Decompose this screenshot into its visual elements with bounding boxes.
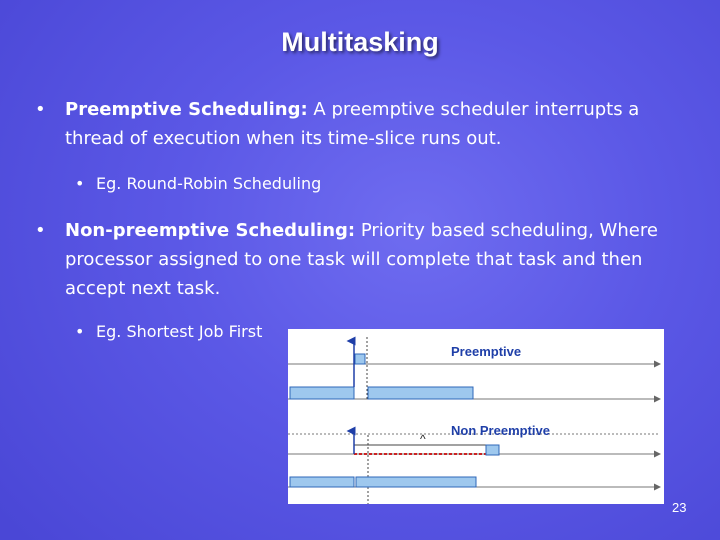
task-bar — [486, 445, 499, 455]
task-bar — [290, 387, 354, 399]
bullet-text-line1: A preemptive scheduler interrupts a — [307, 99, 640, 120]
task-bar — [368, 387, 473, 399]
bullet-dot: • — [35, 220, 46, 241]
timeline-diagram — [288, 329, 664, 504]
sub-bullet-text: Eg. Shortest Job First — [96, 322, 263, 341]
bullet-heading: Preemptive Scheduling: — [65, 99, 308, 120]
page-number: 23 — [672, 500, 687, 515]
bullet-text-line2: processor assigned to one task will complete that task and then — [65, 249, 643, 270]
bullet-heading: Non-preemptive Scheduling: — [65, 220, 356, 241]
task-bar — [290, 477, 354, 487]
scheduling-timeline-figure — [288, 329, 664, 504]
bullet-text-line3: accept next task. — [65, 278, 221, 299]
bullet-non-preemptive — [35, 216, 695, 303]
figure-label-non-preemptive: Non Preemptive — [451, 423, 550, 438]
bullet-preemptive — [35, 95, 685, 153]
task-bar — [356, 477, 476, 487]
sub-bullet-text: Eg. Round-Robin Scheduling — [96, 174, 322, 193]
sub-bullet-round-robin — [75, 172, 322, 196]
bullet-text-line1: Priority based scheduling, Where — [355, 220, 658, 241]
task-bar — [355, 354, 365, 364]
bullet-dot: • — [75, 322, 85, 341]
bullet-dot: • — [75, 174, 85, 193]
figure-label-preemptive: Preemptive — [451, 344, 522, 359]
slide-title: Multitasking — [281, 27, 439, 57]
bullet-dot: • — [35, 99, 46, 120]
caret-marker: ^ — [420, 432, 426, 446]
bullet-text-line2: thread of execution when its time-slice runs out. — [65, 128, 502, 149]
sub-bullet-sjf — [75, 320, 263, 344]
